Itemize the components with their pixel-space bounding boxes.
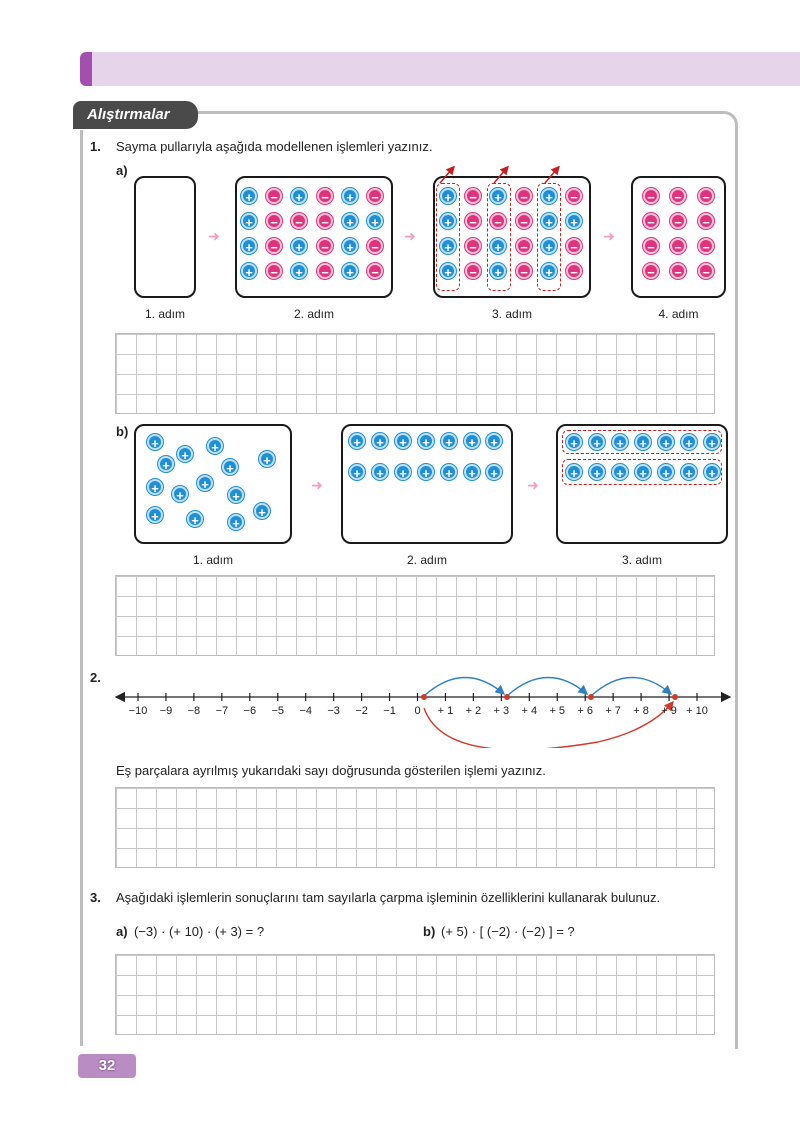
section-title: Alıştırmalar — [73, 101, 198, 129]
plus-counter-icon: + — [342, 238, 358, 254]
minus-counter-icon: − — [516, 263, 532, 279]
plus-counter-icon: + — [566, 464, 582, 480]
minus-counter-icon: − — [643, 188, 659, 204]
number-line-tick-label: −8 — [187, 705, 201, 717]
number-line-tick-label: −9 — [159, 705, 173, 717]
page-number: 32 — [78, 1054, 136, 1078]
number-line-tick-label: + 10 — [686, 705, 708, 717]
minus-counter-icon: − — [566, 238, 582, 254]
plus-counter-icon: + — [187, 511, 203, 527]
plus-counter-icon: + — [395, 464, 411, 480]
answer-grid-3[interactable] — [115, 954, 715, 1035]
plus-counter-icon: + — [612, 434, 628, 450]
q3b-expression: (+ 5) · [ (−2) · (−2) ] = ? — [441, 924, 575, 939]
minus-counter-icon: − — [266, 238, 282, 254]
step-arrow-icon: ➜ — [603, 228, 615, 244]
plus-counter-icon: + — [342, 263, 358, 279]
plus-counter-icon: + — [566, 213, 582, 229]
minus-counter-icon: − — [266, 263, 282, 279]
plus-counter-icon: + — [342, 188, 358, 204]
number-line-tick-label: −10 — [128, 705, 148, 717]
plus-counter-icon: + — [349, 433, 365, 449]
minus-counter-icon: − — [465, 238, 481, 254]
minus-counter-icon: − — [698, 213, 714, 229]
plus-counter-icon: + — [197, 475, 213, 491]
number-line-tick-label: −7 — [215, 705, 229, 717]
number-line-tick-label: −2 — [355, 705, 368, 717]
answer-grid-1a[interactable] — [115, 333, 715, 414]
plus-counter-icon: + — [291, 238, 307, 254]
plus-counter-icon: + — [241, 213, 257, 229]
number-line-tick-label: + 2 — [465, 705, 482, 717]
plus-counter-icon: + — [241, 188, 257, 204]
q3-number: 3. — [90, 890, 101, 905]
minus-counter-icon: − — [516, 213, 532, 229]
step-arrow-icon: ➜ — [527, 477, 539, 493]
number-line-tick-label: + 3 — [493, 705, 510, 717]
plus-counter-icon: + — [147, 434, 163, 450]
plus-counter-icon: + — [372, 464, 388, 480]
minus-counter-icon: − — [698, 238, 714, 254]
plus-counter-icon: + — [147, 507, 163, 523]
minus-counter-icon: − — [465, 188, 481, 204]
plus-counter-icon: + — [418, 464, 434, 480]
plus-counter-icon: + — [486, 433, 502, 449]
plus-counter-icon: + — [228, 487, 244, 503]
plus-counter-icon: + — [241, 238, 257, 254]
minus-counter-icon: − — [317, 263, 333, 279]
header-bar-accent — [80, 52, 92, 86]
answer-grid-1b[interactable] — [115, 575, 715, 656]
plus-counter-icon: + — [147, 479, 163, 495]
q3b-label: b) — [423, 924, 436, 939]
minus-counter-icon: − — [698, 263, 714, 279]
minus-counter-icon: − — [266, 188, 282, 204]
number-line-tick-label: + 6 — [577, 705, 593, 717]
plus-counter-icon: + — [158, 456, 174, 472]
q1a-caption-3: 3. adım — [491, 307, 533, 321]
plus-counter-icon: + — [658, 464, 674, 480]
minus-counter-icon: − — [465, 213, 481, 229]
q1b-caption-2: 2. adım — [406, 553, 448, 567]
plus-counter-icon: + — [222, 459, 238, 475]
q3-text: Aşağıdaki işlemlerin sonuçlarını tam sayılarla çarpma işleminin özelliklerini kullanarak bulunuz. — [116, 890, 661, 905]
plus-counter-icon: + — [541, 188, 557, 204]
plus-counter-icon: + — [291, 263, 307, 279]
minus-counter-icon: − — [367, 188, 383, 204]
plus-counter-icon: + — [464, 464, 480, 480]
exercise-frame-left — [80, 130, 83, 1046]
plus-counter-icon: + — [349, 464, 365, 480]
number-line-tick-label: + 1 — [437, 705, 454, 717]
minus-counter-icon: − — [490, 213, 506, 229]
minus-counter-icon: − — [317, 238, 333, 254]
number-line-tick-label: −1 — [383, 705, 396, 717]
q1b-label: b) — [116, 424, 129, 439]
plus-counter-icon: + — [440, 263, 456, 279]
q2-number: 2. — [90, 670, 101, 685]
q1a-caption-4: 4. adım — [658, 307, 699, 321]
plus-counter-icon: + — [207, 438, 223, 454]
plus-counter-icon: + — [440, 238, 456, 254]
plus-counter-icon: + — [566, 434, 582, 450]
plus-counter-icon: + — [486, 464, 502, 480]
number-line-tick-label: + 8 — [633, 705, 649, 717]
plus-counter-icon: + — [395, 433, 411, 449]
q1-text: Sayma pullarıyla aşağıda modellenen işlemleri yazınız. — [116, 139, 433, 154]
minus-counter-icon: − — [516, 188, 532, 204]
plus-counter-icon: + — [635, 434, 651, 450]
q1-number: 1. — [90, 139, 101, 154]
minus-counter-icon: − — [643, 213, 659, 229]
plus-counter-icon: + — [259, 451, 275, 467]
plus-counter-icon: + — [342, 213, 358, 229]
minus-counter-icon: − — [317, 213, 333, 229]
minus-counter-icon: − — [643, 263, 659, 279]
q1a-step1-box — [134, 176, 196, 298]
plus-counter-icon: + — [612, 464, 628, 480]
number-line-tick-label: −3 — [327, 705, 340, 717]
number-line-tick-label: + 5 — [549, 705, 566, 717]
removal-arrows — [430, 164, 570, 186]
q1b-caption-1: 1. adım — [192, 553, 234, 567]
q2-text: Eş parçalara ayrılmış yukarıdaki sayı doğrusunda gösterilen işlemi yazınız. — [116, 763, 546, 778]
plus-counter-icon: + — [440, 188, 456, 204]
minus-counter-icon: − — [317, 188, 333, 204]
q3a-label: a) — [116, 924, 128, 939]
minus-counter-icon: − — [698, 188, 714, 204]
q1a-caption-1: 1. adım — [144, 307, 186, 321]
step-arrow-icon: ➜ — [404, 228, 416, 244]
minus-counter-icon: − — [670, 188, 686, 204]
plus-counter-icon: + — [490, 238, 506, 254]
plus-counter-icon: + — [490, 263, 506, 279]
plus-counter-icon: + — [228, 514, 244, 530]
number-line-tick-label: −4 — [299, 705, 312, 717]
plus-counter-icon: + — [291, 188, 307, 204]
minus-counter-icon: − — [465, 263, 481, 279]
plus-counter-icon: + — [681, 434, 697, 450]
number-line-tick-label: 0 — [414, 705, 421, 717]
q3a-expression: (−3) · (+ 10) · (+ 3) = ? — [134, 924, 265, 939]
minus-counter-icon: − — [367, 238, 383, 254]
q1a-caption-2: 2. adım — [293, 307, 335, 321]
step-arrow-icon: ➜ — [208, 228, 220, 244]
minus-counter-icon: − — [367, 263, 383, 279]
plus-counter-icon: + — [541, 238, 557, 254]
minus-counter-icon: − — [670, 238, 686, 254]
plus-counter-icon: + — [418, 433, 434, 449]
plus-counter-icon: + — [372, 433, 388, 449]
plus-counter-icon: + — [589, 434, 605, 450]
plus-counter-icon: + — [177, 446, 193, 462]
plus-counter-icon: + — [254, 503, 270, 519]
number-line-tick-label: + 4 — [521, 705, 538, 717]
plus-counter-icon: + — [704, 464, 720, 480]
step-arrow-icon: ➜ — [311, 477, 323, 493]
minus-counter-icon: − — [566, 188, 582, 204]
plus-counter-icon: + — [464, 433, 480, 449]
plus-counter-icon: + — [681, 464, 697, 480]
minus-counter-icon: − — [566, 263, 582, 279]
minus-counter-icon: − — [643, 238, 659, 254]
q1a-label: a) — [116, 163, 128, 178]
plus-counter-icon: + — [704, 434, 720, 450]
plus-counter-icon: + — [658, 434, 674, 450]
minus-counter-icon: − — [670, 213, 686, 229]
plus-counter-icon: + — [172, 486, 188, 502]
minus-counter-icon: − — [670, 263, 686, 279]
plus-counter-icon: + — [241, 263, 257, 279]
q1b-caption-3: 3. adım — [621, 553, 663, 567]
plus-counter-icon: + — [490, 188, 506, 204]
number-line-tick-label: −6 — [243, 705, 257, 717]
plus-counter-icon: + — [441, 433, 457, 449]
minus-counter-icon: − — [516, 238, 532, 254]
plus-counter-icon: + — [440, 213, 456, 229]
minus-counter-icon: − — [266, 213, 282, 229]
header-bar — [80, 52, 800, 86]
plus-counter-icon: + — [635, 464, 651, 480]
number-line-tick-label: −5 — [271, 705, 285, 717]
plus-counter-icon: + — [541, 263, 557, 279]
number-line-tick-label: + 9 — [661, 705, 677, 717]
answer-grid-2[interactable] — [115, 787, 715, 868]
plus-counter-icon: + — [589, 464, 605, 480]
number-line-tick-label: + 7 — [605, 705, 621, 717]
plus-counter-icon: + — [441, 464, 457, 480]
plus-counter-icon: + — [367, 213, 383, 229]
minus-counter-icon: − — [291, 213, 307, 229]
plus-counter-icon: + — [541, 213, 557, 229]
